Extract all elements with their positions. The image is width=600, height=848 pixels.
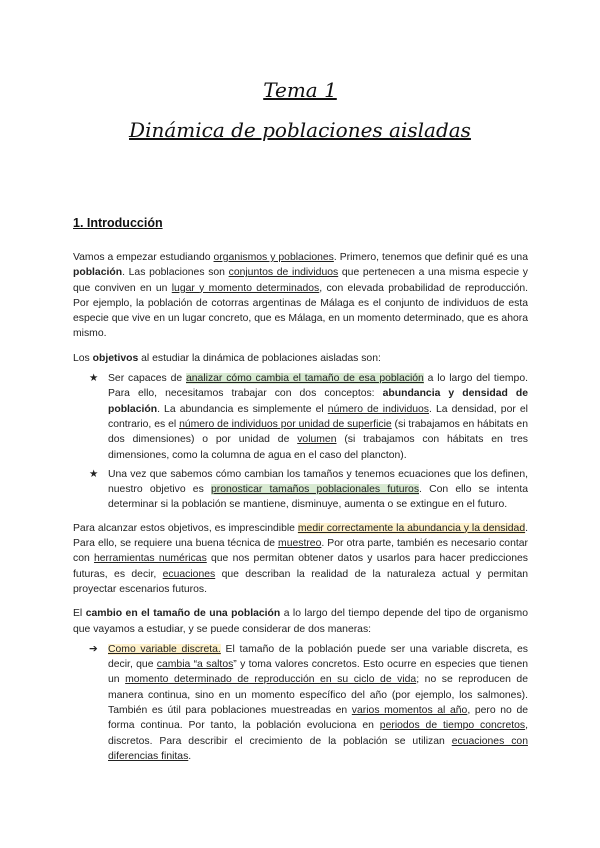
text: que pertenecen a una misma especie y que conviven en un [73, 267, 528, 294]
change-paragraph [73, 606, 528, 637]
bold-term: población [73, 267, 123, 279]
underlined-text: ecuaciones con diferencias finitas [108, 735, 528, 762]
document-body [73, 250, 528, 768]
highlighted-text: Como variable discreta. [108, 643, 221, 655]
text: ” y toma valores concretos. Esto ocurre en especies que tienen un [108, 659, 529, 686]
bold-term: cambio en el tamaño de una población [85, 608, 281, 620]
text: , con elevada probabilidad de reproducción. Por ejemplo, la población de cotorras argentinas de Málaga es el conjunto de individuos de esta especie que vive en un lugar concreto, que es Málaga, en un momento determinado, que es ahora mismo. [73, 282, 529, 340]
change-types-list [73, 642, 528, 764]
text: . Primero, tenemos que definir qué es una [333, 252, 528, 263]
text: , discretos. Para describir el crecimiento de la población se utilizan [108, 720, 528, 747]
text: (si trabajamos en hábitats en dos dimensiones) o por unidad de [108, 418, 528, 446]
objectives-intro [73, 351, 528, 366]
objectives-list [73, 371, 528, 513]
arrow-icon: ➔ [89, 643, 98, 655]
text: que nos permitan obtener datos y usarlos para hacer predicciones futuras, es decir, [73, 553, 528, 580]
highlighted-text: analizar cómo cambia el tamaño de esa población [186, 373, 424, 385]
star-icon: ★ [89, 373, 99, 385]
bold-term: objetivos [92, 352, 139, 364]
intro-paragraph [73, 250, 528, 342]
underlined-text: varios momentos al año [351, 705, 468, 717]
text: . Para ello, se requiere una buena técnica de [73, 522, 528, 550]
text: El [73, 608, 86, 620]
text: Una vez que sabemos cómo cambian los tamaños y tenemos ecuaciones que los definen, nuestro objetivo es [108, 468, 528, 496]
list-item [73, 371, 528, 463]
text: . Por otra parte, también es necesario contar con [73, 538, 528, 565]
underlined-text: muestreo [278, 538, 322, 550]
text: (si trabajamos con hábitats en tres dimensiones, como la columna de agua en el caso del plancton). [108, 434, 528, 461]
list-item [73, 467, 528, 513]
text: El tamaño de la población puede ser una variable discreta, es decir, que [108, 643, 528, 671]
underlined-text: ecuaciones [162, 568, 216, 580]
bold-term: abundancia y densidad de población [108, 388, 528, 415]
underlined-text: organismos y poblaciones [213, 252, 334, 263]
underlined-text: periodos de tiempo concretos [379, 720, 526, 732]
text: Los [73, 352, 93, 364]
text: ; no se reproducen de manera continua, sino en un momento específico del año (por ejemplo, los salmones). También es útil para poblaciones muestreadas en [108, 674, 528, 717]
star-icon: ★ [89, 468, 99, 480]
text: que describan la realidad de la naturaleza actual y permitan proyectar escenarios futuros. [73, 568, 528, 595]
underlined-text: cambia “a saltos [156, 659, 234, 671]
text: . [188, 750, 192, 762]
topic-title: Tema 1 [263, 78, 337, 102]
methods-paragraph [73, 521, 528, 597]
text: Vamos a empezar estudiando [73, 252, 214, 263]
highlighted-text: medir correctamente la abundancia y la densidad [297, 522, 526, 534]
text: Ser capaces de [108, 373, 186, 385]
text: . Las poblaciones son [122, 267, 229, 279]
text: a lo largo del tiempo. Para ello, necesitamos trabajar con dos conceptos: [108, 373, 528, 400]
underlined-text: momento determinado de reproducción en su ciclo de vida [125, 674, 417, 686]
section-heading: 1. Introducción [73, 216, 163, 230]
underlined-text: conjuntos de individuos [228, 267, 339, 279]
text: al estudiar la dinámica de poblaciones aisladas son: [138, 352, 381, 364]
text: . Con ello se intenta determinar si la población se mantiene, disminuye, aumenta o se extingue en el futuro. [108, 484, 528, 511]
text: Para alcanzar estos objetivos, es imprescindible [73, 522, 298, 534]
text: , pero no de forma continua. Por tanto, la población evoluciona en [108, 705, 529, 732]
text: a lo largo del tiempo depende del tipo de organismo que vayamos a estudiar, y se puede considerar de dos maneras: [73, 608, 528, 635]
underlined-text: número de individuos [327, 403, 429, 415]
underlined-text: herramientas numéricas [93, 553, 207, 565]
text: . La densidad, por el contrario, es el [108, 403, 528, 430]
underlined-text: número de individuos por unidad de superficie [179, 418, 392, 430]
chapter-title: Dinámica de poblaciones aisladas [129, 118, 471, 142]
highlighted-text: pronosticar tamaños poblacionales futuros [210, 484, 420, 496]
underlined-text: volumen [297, 434, 337, 446]
underlined-text: lugar y momento determinados [171, 282, 320, 294]
list-item [73, 642, 528, 764]
text: . La abundancia es simplemente el [157, 403, 328, 415]
